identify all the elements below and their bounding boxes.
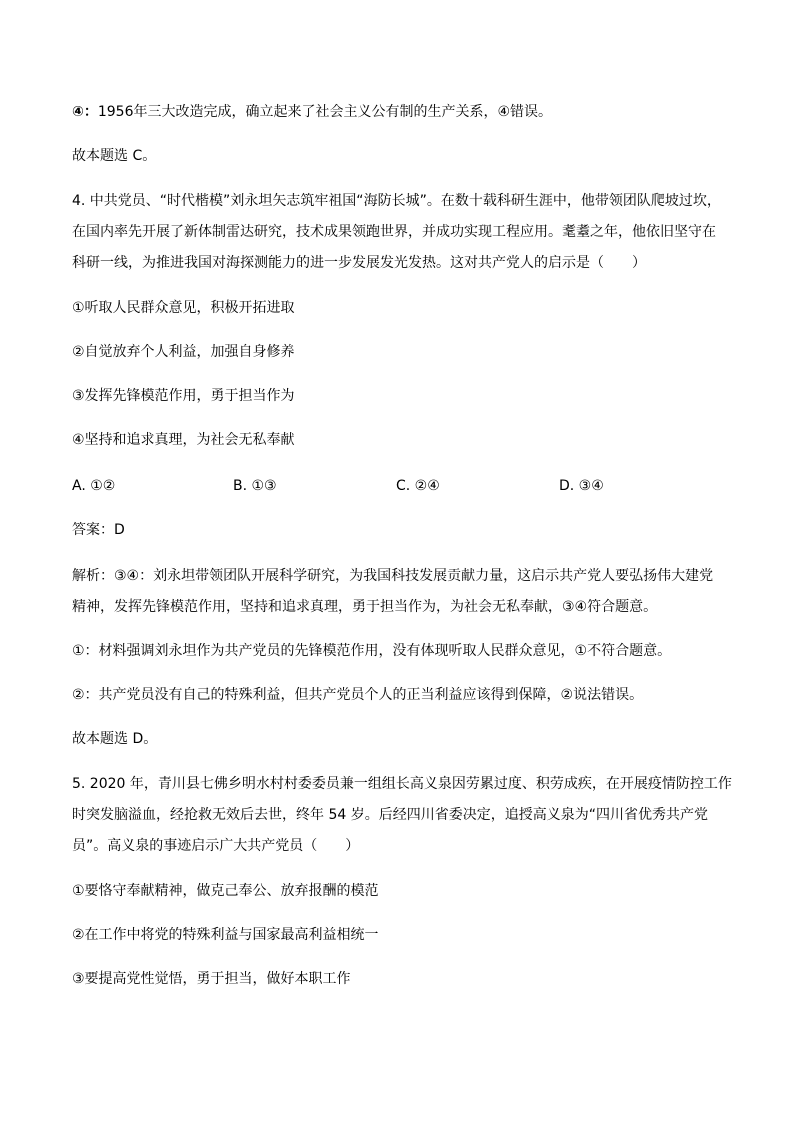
q4-statement-4: ④坚持和追求真理，为社会无私奉献 bbox=[72, 432, 295, 448]
q4-conclusion: 故本题选 D。 bbox=[72, 731, 158, 747]
q5-stem-line-1: 5. 2020 年，青川县七佛乡明水村村委委员兼一组组长高义泉因劳累过度、积劳成疾，在开展疫情防控工作 bbox=[72, 776, 732, 792]
q4-stem-line-3: 科研一线，为推进我国对海探测能力的进一步发展发光发热。这对共产党人的启示是（ ） bbox=[72, 255, 646, 271]
point-4-text: 1956年三大改造完成，确立起来了社会主义公有制的生产关系，④错误。 bbox=[97, 104, 553, 120]
point-4-marker: ④： bbox=[72, 104, 98, 120]
q4-option-b: B. ①③ bbox=[233, 478, 277, 494]
q4-answer: 答案：D bbox=[72, 522, 125, 538]
q5-statement-1: ①要恪守奉献精神，做克己奉公、放弃报酬的模范 bbox=[72, 883, 379, 899]
q4-stem-line-2: 在国内率先开展了新体制雷达研究，技术成果领跑世界，并成功实现工程应用。耄耋之年，他依旧坚守在 bbox=[72, 224, 716, 240]
prev-conclusion: 故本题选 C。 bbox=[72, 148, 157, 164]
q4-analysis-line-3: ①：材料强调刘永坦作为共产党员的先锋模范作用，没有体现听取人民群众意见，①不符合题意。 bbox=[72, 643, 672, 659]
prev-point-4 bbox=[72, 102, 732, 122]
q4-statement-1: ①听取人民群众意见，积极开拓进取 bbox=[72, 300, 295, 316]
q5-stem-line-3: 员”。高义泉的事迹启示广大共产党员（ ） bbox=[72, 838, 360, 854]
q4-option-d: D. ③④ bbox=[559, 478, 604, 494]
q4-analysis-line-4: ②：共产党员没有自己的特殊利益，但共产党员个人的正当利益应该得到保障，②说法错误。 bbox=[72, 687, 644, 703]
q4-statement-2: ②自觉放弃个人利益，加强自身修养 bbox=[72, 344, 295, 360]
q5-statement-2: ②在工作中将党的特殊利益与国家最高利益相统一 bbox=[72, 927, 379, 943]
q4-analysis-line-1: 解析：③④：刘永坦带领团队开展科学研究，为我国科技发展贡献力量，这启示共产党人要弘扬伟大建党 bbox=[72, 568, 714, 584]
q4-analysis-line-2: 精神，发挥先锋模范作用，坚持和追求真理，勇于担当作为，为社会无私奉献，③④符合题意。 bbox=[72, 599, 658, 615]
q5-stem-line-2: 时突发脑溢血，经抢救无效后去世，终年 54 岁。后经四川省委决定，追授高义泉为“四川省优秀共产党 bbox=[72, 807, 708, 823]
q4-statement-3: ③发挥先锋模范作用，勇于担当作为 bbox=[72, 388, 295, 404]
q4-stem-line-1: 4. 中共党员、“时代楷模”刘永坦矢志筑牢祖国“海防长城”。在数十载科研生涯中，他带领团队爬坡过坎， bbox=[72, 193, 721, 209]
q4-option-a: A. ①② bbox=[72, 478, 116, 494]
q4-option-c: C. ②④ bbox=[396, 478, 440, 494]
q5-statement-3: ③要提高党性觉悟，勇于担当，做好本职工作 bbox=[72, 971, 351, 987]
